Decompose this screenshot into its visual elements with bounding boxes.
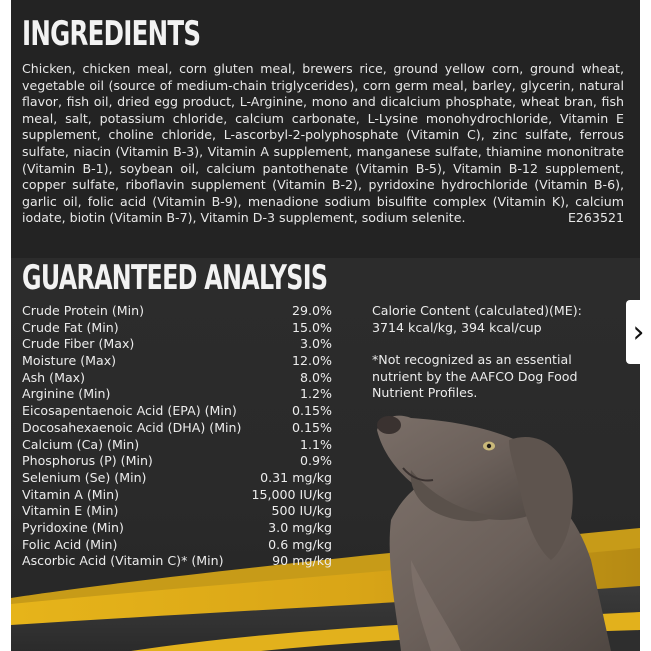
nutrient-value: 12.0% [291,353,332,369]
nutrient-label: Crude Fat (Min) [22,319,119,335]
analysis-row [22,537,332,554]
previous-slide-button[interactable] [0,300,11,364]
analysis-row [22,453,332,470]
analysis-row [22,420,332,437]
nutrient-value: 0.6 mg/kg [268,536,332,552]
analysis-table [22,303,332,570]
calorie-info [372,303,612,418]
nutrient-value: 0.31 mg/kg [260,469,332,485]
analysis-row [22,386,332,403]
nutrient-value: 0.15% [291,419,332,435]
ingredients-heading: INGREDIENTS [22,14,201,54]
analysis-row [22,370,332,387]
nutrient-value: 1.2% [300,386,332,402]
nutrient-label: Crude Protein (Min) [22,303,145,318]
nutrient-value: 15.0% [291,319,332,335]
nutrient-value: 3.0 mg/kg [268,519,332,535]
analysis-row [22,353,332,370]
nutrient-value: 500 IU/kg [271,503,332,519]
ingredients-list [22,61,624,227]
nutrient-label: Folic Acid (Min) [22,536,118,552]
nutrient-value: 1.1% [300,436,332,452]
nutrient-label: Ascorbic Acid (Vitamin C)* (Min) [22,553,224,569]
analysis-row [22,503,332,520]
nutrient-label: Vitamin E (Min) [22,503,119,519]
nutrient-label: Phosphorus (P) (Min) [22,453,153,469]
analysis-row [22,336,332,353]
nutrient-value: 29.0% [291,303,332,318]
analysis-row [22,553,332,570]
analysis-row [22,520,332,537]
nutrient-value: 8.0% [300,369,332,385]
nutrient-label: Eicosapentaenoic Acid (EPA) (Min) [22,403,237,419]
nutrient-label: Calcium (Ca) (Min) [22,436,140,452]
nutrient-label: Selenium (Se) (Min) [22,469,147,485]
calorie-value: 3714 kcal/kg, 394 kcal/cup [372,319,542,335]
aafco-footnote: *Not recognized as an essential nutrient by the AAFCO Dog Food Nutrient Profiles. [372,352,578,401]
analysis-row [22,487,332,504]
analysis-row [22,437,332,454]
analysis-row [22,320,332,337]
chevron-right-icon: › [632,314,645,350]
analysis-row [22,303,332,320]
calorie-label: Calorie Content (calculated)(ME): [372,303,582,318]
product-code: E263521 [567,210,624,226]
nutrient-value: 90 mg/kg [272,553,332,569]
nutrient-label: Docosahexaenoic Acid (DHA) (Min) [22,419,242,435]
nutrient-label: Vitamin A (Min) [22,486,120,502]
nutrient-label: Moisture (Max) [22,353,117,369]
nutrient-label: Pyridoxine (Min) [22,519,124,535]
nutrient-value: 15,000 IU/kg [251,486,332,502]
next-slide-button[interactable] [626,300,651,364]
calorie-block [372,303,612,336]
nutrient-label: Ash (Max) [22,369,86,385]
ingredients-text: Chicken, chicken meal, corn gluten meal, brewers rice, ground yellow corn, ground wheat, vegetable oil (source of medium-chain triglycerides), corn germ meal, barley, glycerin, natural flavor, fish oil, dried egg product, L-Arginine, mono and dicalcium phosphate, wheat bran, fish meal, salt, potassium chloride, calcium carbonate, L-Lysine monohydrochloride, Vitamin E supplement, choline chloride, L-ascorbyl-2-polyphosphate (Vitamin C), zinc sulfate, ferrous sulfate, niacin (Vitamin B-3), Vitamin A supplement, manganese sulfate, thiamine mononitrate (Vitamin B-1), soybean oil, calcium pantothenate (Vitamin B-5), Vitamin B-12 supplement, copper sulfate, riboflavin supplement (Vitamin B-2), pyridoxine hydrochloride (Vitamin B-6), garlic oil, folic acid (Vitamin B-9), menadione sodium bisulfite complex (Vitamin K), calcium iodate, biotin (Vitamin B-7), Vitamin D-3 supplement, sodium selenite. [22,61,624,226]
analysis-row [22,470,332,487]
nutrient-label: Crude Fiber (Max) [22,336,135,352]
guaranteed-analysis-heading: GUARANTEED ANALYSIS [22,258,328,298]
nutrient-value: 0.9% [300,453,332,469]
analysis-row [22,403,332,420]
nutrient-value: 0.15% [291,403,332,419]
product-info-panel [11,0,640,651]
nutrient-value: 3.0% [300,336,332,352]
nutrient-label: Arginine (Min) [22,386,111,402]
